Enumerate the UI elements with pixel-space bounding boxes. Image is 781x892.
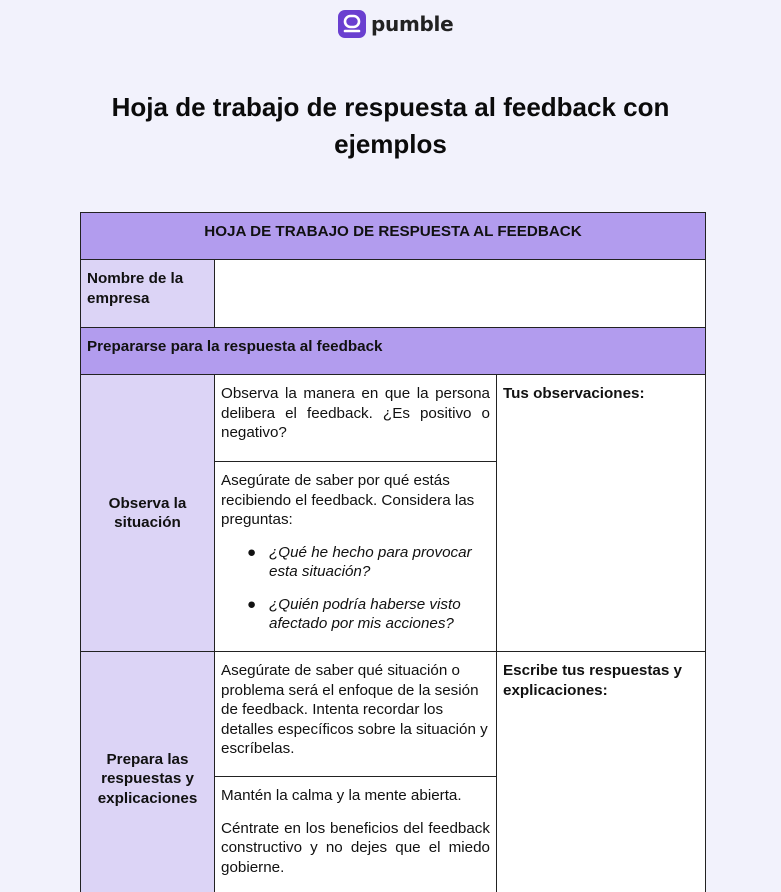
bullet: ●	[247, 595, 257, 613]
observe-text-2: Asegúrate de saber por qué estás recibiendo el feedback. Considera las preguntas:	[221, 472, 475, 528]
prepare-text-2-cell	[215, 777, 497, 892]
brand-name: pumble	[371, 12, 454, 36]
pumble-logo-icon	[338, 10, 366, 38]
bullet: ●	[247, 543, 257, 561]
page-title: Hoja de trabajo de respuesta al feedback con ejemplos	[111, 92, 670, 159]
table-header: HOJA DE TRABAJO DE RESPUESTA AL FEEDBACK	[81, 213, 706, 260]
question-text: ¿Qué he hecho para provocar esta situación?	[269, 543, 472, 580]
list-item	[221, 595, 490, 634]
questions-list	[221, 543, 490, 634]
prepare-text-1: Asegúrate de saber qué situación o problema será el enfoque de la sesión de feedback. Intenta recordar los detalles específicos sobre la situación y escríbelas.	[215, 652, 497, 777]
section-title: Prepararse para la respuesta al feedback	[81, 328, 706, 375]
observations-label: Tus observaciones:	[503, 385, 645, 402]
company-name-field[interactable]	[215, 260, 706, 328]
prepare-text-3: Céntrate en los beneficios del feedback constructivo y no dejes que el miedo gobierne.	[221, 819, 490, 876]
brand-logo[interactable]	[338, 10, 453, 38]
observe-text-2-cell	[215, 462, 497, 652]
prepare-text-2: Mantén la calma y la mente abierta.	[221, 787, 462, 804]
feedback-worksheet-table	[80, 212, 706, 892]
responses-label: Escribe tus respuestas y explicaciones:	[503, 662, 682, 699]
prepare-label: Prepara las respuestas y explicaciones	[81, 652, 215, 892]
observe-text-1: Observa la manera en que la persona delibera el feedback. ¿Es positivo o negativo?	[215, 375, 497, 462]
responses-field[interactable]	[497, 652, 706, 892]
list-item	[221, 543, 490, 582]
company-label: Nombre de la empresa	[81, 260, 215, 328]
observations-field[interactable]	[497, 375, 706, 652]
observe-label: Observa la situación	[81, 375, 215, 652]
question-text: ¿Quién podría haberse visto afectado por mis acciones?	[269, 595, 461, 632]
